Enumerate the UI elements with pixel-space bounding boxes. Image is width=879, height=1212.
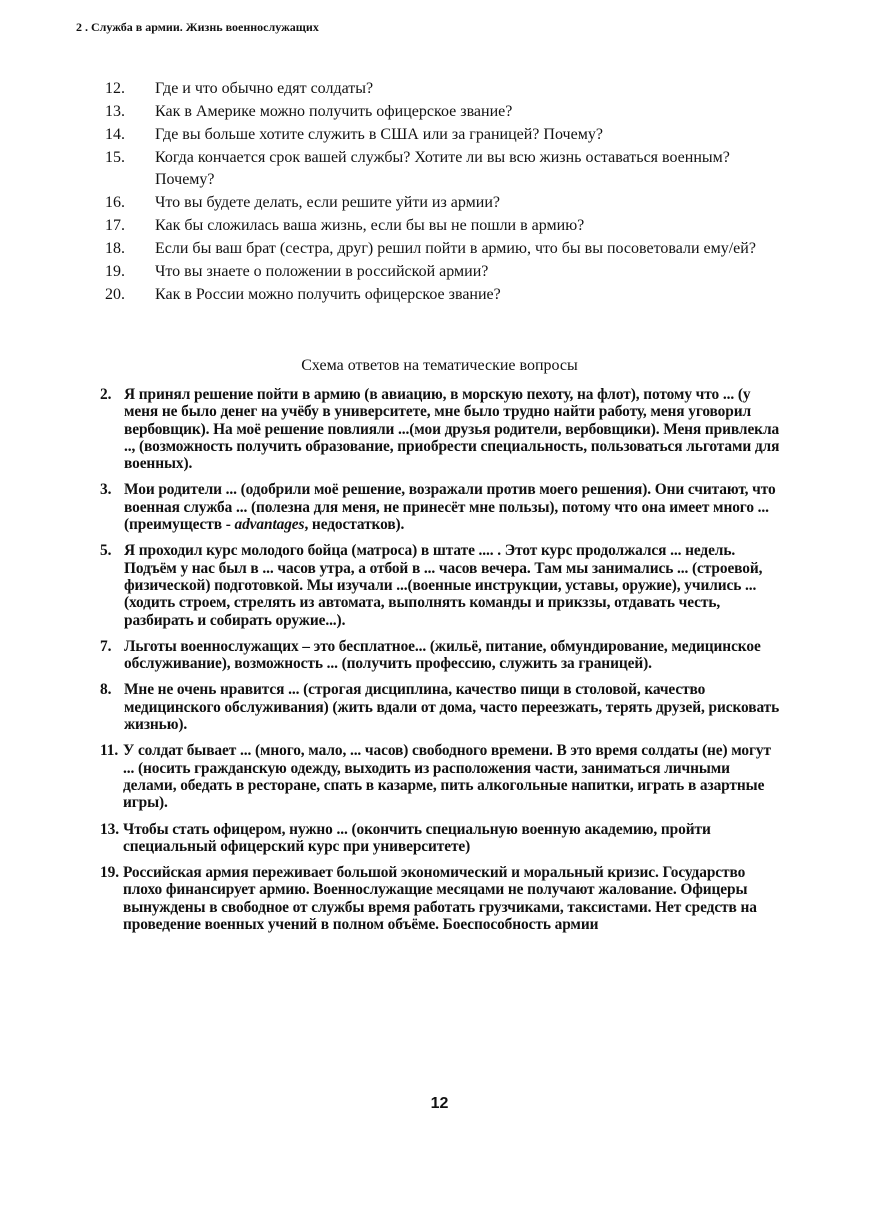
question-item [105, 238, 775, 260]
answer-number: 8. [100, 681, 112, 699]
question-text: Когда кончается срок вашей службы? Хотите ли вы всю жизнь оставаться военным? Почему? [155, 149, 730, 188]
question-text: Где и что обычно едят солдаты? [155, 80, 374, 97]
question-text: Где вы больше хотите служить в США или за границей? Почему? [155, 126, 603, 143]
answer-number: 5. [100, 542, 112, 560]
question-number: 17. [105, 217, 125, 234]
question-item [105, 261, 775, 283]
answer-number: 3. [100, 481, 112, 499]
answer-text: Чтобы стать офицером, нужно ... (окончить специальную военную академию, пройти специальный офицерский курс при университете) [123, 820, 711, 855]
question-number: 18. [105, 240, 125, 257]
question-text: Если бы ваш брат (сестра, друг) решил пойти в армию, что бы вы посоветовали ему/ей? [155, 240, 756, 257]
answer-text [124, 481, 785, 533]
question-text: Как в России можно получить офицерское звание? [155, 286, 501, 303]
question-item [105, 124, 775, 146]
question-number: 19. [105, 263, 125, 280]
answer-item [100, 864, 785, 933]
answer-text-part: , недостатков). [304, 516, 405, 534]
question-text: Как в Америке можно получить офицерское звание? [155, 103, 513, 120]
answer-item [100, 481, 785, 533]
question-item [105, 284, 775, 306]
answer-number: 13. [100, 820, 119, 838]
answer-number: 11. [100, 742, 119, 760]
question-item [105, 147, 775, 191]
question-text: Как бы сложилась ваша жизнь, если бы вы не пошли в армию? [155, 217, 585, 234]
question-number: 13. [105, 103, 125, 120]
answer-number: 19. [100, 864, 119, 882]
question-text: Что вы будете делать, если решите уйти из армии? [155, 194, 500, 211]
answer-item [100, 742, 785, 811]
answer-text: Я проходил курс молодого бойца (матроса) в штате .... . Этот курс продолжался ... недель. Подъём у нас был в ... часов утра, а отбой в ... часов вечера. Там мы занимались ... (строевой, физической) подготовкой. Мы изучали ...(военные инструкции, уставы, оружие), учились ... (ходить строем, стрелять из автомата, выполнять команды и прикззы, отдавать честь, разбирать и собирать оружие...). [124, 542, 763, 629]
page-number: 12 [430, 1095, 449, 1112]
answer-text: Льготы военнослужащих – это бесплатное... (жильё, питание, обмундирование, медицинское обслуживание), возможность ... (получить профессию, служить за границей). [124, 637, 761, 673]
question-item [105, 78, 775, 100]
answer-scheme-list [100, 386, 785, 942]
answer-text: Российская армия переживает большой экономический и моральный кризис. Государство плохо финансирует армию. Военнослужащие месяцами не получают жалование. Офицеры вынуждены в свободное от службы время работать грузчиками, таксистами. Нет средств на проведение военных учений в полном объёме. Боеспособность армии [123, 864, 757, 934]
answer-text: Я принял решение пойти в армию (в авиацию, в морскую пехоту, на флот), потому что ... (у меня не было денег на учёбу в университете, мне было трудно найти работу, меня уговорил вербовщик). На моё решение повлияли ...(мои друзья родители, вербовщики). Меня привлекла .., (возможность получить образование, приобрести специальность, пользоваться льготами для военных). [124, 386, 780, 473]
question-item [105, 192, 775, 214]
question-number: 15. [105, 149, 125, 166]
answer-item [100, 821, 785, 856]
answer-text: Мне не очень нравится ... (строгая дисциплина, качество пищи в столовой, качество медицинского обслуживания) (жить вдали от дома, часто переезжать, терять друзей, рисковать жизнью). [124, 681, 780, 734]
question-number: 14. [105, 126, 125, 143]
answer-number: 2. [100, 386, 112, 403]
question-list [105, 78, 775, 307]
question-number: 16. [105, 194, 125, 211]
answer-item [100, 681, 785, 733]
answer-text-part: Мои родители ... (одобрили моё решение, возражали против моего решения). Они считают, что военная служба ... (полезна для меня, не принесёт мне пользы), потому что она имеет много ... (преимуществ - [124, 481, 776, 534]
answer-text-italic: advantages [234, 516, 305, 534]
section-title: Схема ответов на тематические вопросы [301, 357, 578, 374]
answer-item [100, 386, 785, 472]
question-text: Что вы знаете о положении в российской армии? [155, 263, 489, 280]
answer-item [100, 542, 785, 628]
answer-item [100, 638, 785, 673]
running-header: 2 . Служба в армии. Жизнь военнослужащих [76, 20, 319, 34]
question-item [105, 215, 775, 237]
question-number: 20. [105, 286, 125, 303]
question-item [105, 101, 775, 123]
answer-text: У солдат бывает ... (много, мало, ... часов) свободного времени. В это время солдаты (не) могут ... (носить гражданскую одежду, выходить из расположения части, заниматься личными делами, обедать в ресторане, спать в казарме, пить алкогольные напитки, играть в азартные игры). [123, 742, 771, 812]
answer-number: 7. [100, 637, 112, 655]
question-number: 12. [105, 80, 125, 97]
